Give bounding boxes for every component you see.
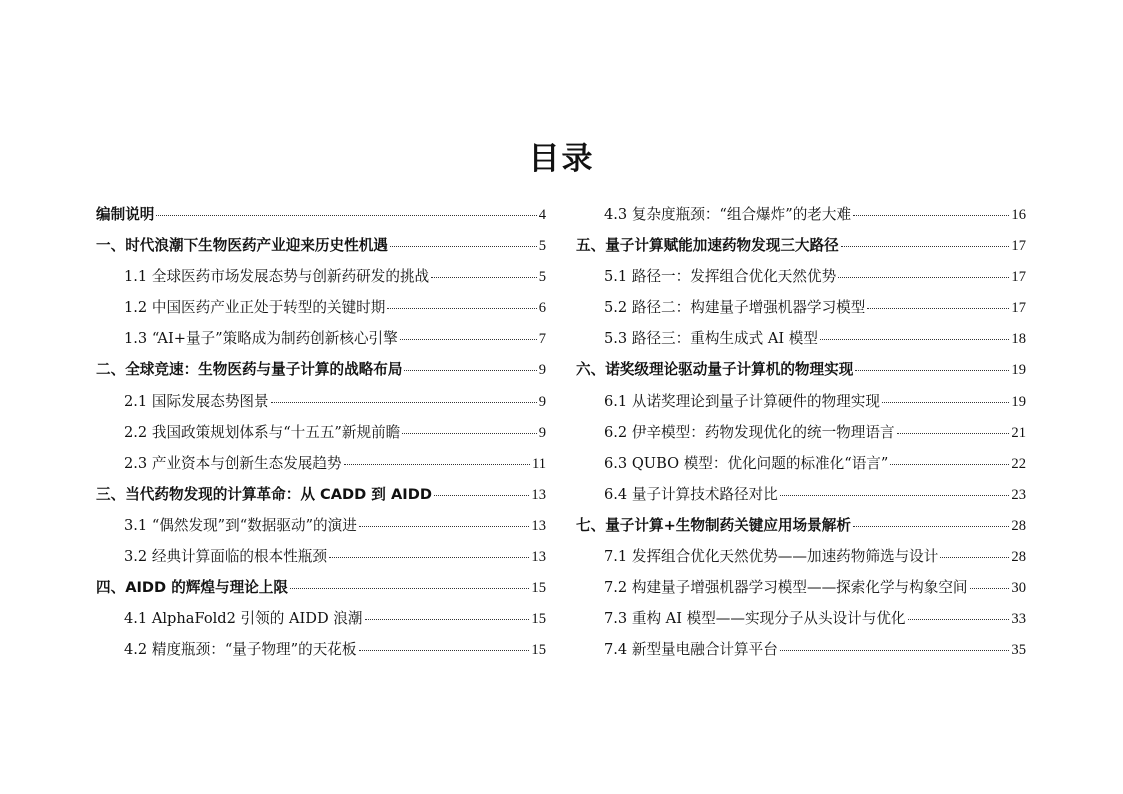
toc-leader-dots <box>890 450 1009 465</box>
toc-entry-label: 编制说明 <box>96 206 155 223</box>
toc-entry-label: 3.2 经典计算面临的根本性瓶颈 <box>124 548 327 566</box>
toc-entry-page-number: 11 <box>531 455 546 472</box>
toc-chapter-entry[interactable] <box>576 354 1026 385</box>
toc-entry-label: 1.2 中国医药产业正处于转型的关键时期 <box>124 299 386 317</box>
toc-entry-label: 六、诺奖级理论驱动量子计算机的物理实现 <box>576 361 854 379</box>
toc-section-entry[interactable] <box>576 417 1026 448</box>
toc-chapter-entry[interactable] <box>96 479 546 510</box>
toc-entry-label: 七、量子计算+生物制药关键应用场景解析 <box>576 516 851 534</box>
toc-entry-label: 5.3 路径三：重构生成式 AI 模型 <box>604 330 818 348</box>
toc-section-entry[interactable] <box>576 292 1026 323</box>
toc-section-entry[interactable] <box>576 323 1026 354</box>
toc-leader-dots <box>841 232 1010 247</box>
toc-leader-dots <box>838 263 1009 278</box>
toc-chapter-entry[interactable] <box>576 230 1026 261</box>
toc-entry-label: 2.1 国际发展态势图景 <box>124 392 269 410</box>
toc-entry-page-number: 19 <box>1011 393 1026 410</box>
toc-entry-page-number: 33 <box>1011 611 1026 628</box>
toc-leader-dots <box>329 543 529 558</box>
toc-leader-dots <box>820 325 1009 340</box>
toc-entry-page-number: 7 <box>538 331 546 348</box>
toc-entry-page-number: 17 <box>1011 300 1026 317</box>
toc-leader-dots <box>387 294 536 309</box>
toc-entry-label: 2.2 我国政策规划体系与“十五五”新规前瞻 <box>124 423 401 441</box>
toc-entry-page-number: 16 <box>1011 207 1026 223</box>
toc-entry-page-number: 28 <box>1011 549 1026 566</box>
toc-section-entry[interactable] <box>576 479 1026 510</box>
toc-section-entry[interactable] <box>576 634 1026 665</box>
toc-leader-dots <box>402 419 536 434</box>
toc-entry-label: 五、量子计算赋能加速药物发现三大路径 <box>576 237 839 255</box>
toc-entry-label: 5.2 路径二：构建量子增强机器学习模型 <box>604 299 866 317</box>
toc-entry-label: 三、当代药物发现的计算革命：从 CADD 到 AIDD <box>96 485 432 503</box>
toc-leader-dots <box>156 201 536 216</box>
toc-entry-label: 4.1 AlphaFold2 引领的 AIDD 浪潮 <box>124 610 363 628</box>
toc-leader-dots <box>882 388 1009 403</box>
toc-chapter-entry[interactable] <box>96 354 546 385</box>
toc-section-entry[interactable] <box>96 417 546 448</box>
toc-leader-dots <box>970 574 1010 589</box>
toc-entry-label: 6.1 从诺奖理论到量子计算硬件的物理实现 <box>604 392 880 410</box>
toc-section-entry[interactable] <box>96 634 546 665</box>
toc-section-entry[interactable] <box>576 603 1026 634</box>
toc-entry-label: 一、时代浪潮下生物医药产业迎来历史性机遇 <box>96 237 388 255</box>
toc-entry-label: 7.1 发挥组合优化天然优势——加速药物筛选与设计 <box>604 548 939 566</box>
toc-leader-dots <box>853 512 1009 527</box>
toc-entry-label: 四、AIDD 的辉煌与理论上限 <box>96 579 288 597</box>
toc-entry-label: 二、全球竞速：生物医药与量子计算的战略布局 <box>96 361 403 379</box>
toc-section-entry[interactable] <box>96 261 546 292</box>
toc-entry-page-number: 19 <box>1011 362 1026 379</box>
toc-leader-dots <box>867 294 1009 309</box>
toc-entry-page-number: 13 <box>531 549 546 566</box>
toc-entry-label: 4.2 精度瓶颈：“量子物理”的天花板 <box>124 641 357 659</box>
toc-leader-dots <box>400 325 537 340</box>
toc-entry-page-number: 5 <box>538 269 546 286</box>
toc-entry-page-number: 30 <box>1011 580 1026 597</box>
toc-entry-page-number: 17 <box>1011 238 1026 255</box>
toc-leader-dots <box>359 636 530 651</box>
toc-leader-dots <box>780 481 1010 496</box>
toc-entry-page-number: 4 <box>538 207 546 223</box>
toc-leader-dots <box>434 481 529 496</box>
toc-entry-label: 4.3 复杂度瓶颈：“组合爆炸”的老大难 <box>604 206 852 223</box>
toc-chapter-entry[interactable] <box>96 572 546 603</box>
toc-entry-label: 2.3 产业资本与创新生态发展趋势 <box>124 454 342 472</box>
toc-entry-label: 6.4 量子计算技术路径对比 <box>604 485 778 503</box>
toc-leader-dots <box>855 356 1009 371</box>
toc-entry-page-number: 6 <box>538 300 546 317</box>
toc-section-entry[interactable] <box>96 292 546 323</box>
toc-entry-page-number: 15 <box>531 642 546 659</box>
toc-column-left <box>96 199 546 665</box>
toc-entry-label: 1.3 “AI+量子”策略成为制药创新核心引擎 <box>124 330 398 348</box>
toc-leader-dots <box>780 636 1010 651</box>
toc-entry-label: 7.4 新型量电融合计算平台 <box>604 641 778 659</box>
toc-entry-label: 3.1 “偶然发现”到“数据驱动”的演进 <box>124 516 357 534</box>
toc-entry-page-number: 13 <box>531 517 546 534</box>
toc-leader-dots <box>431 263 537 278</box>
toc-section-entry[interactable] <box>96 323 546 354</box>
toc-entry-page-number: 23 <box>1011 486 1026 503</box>
toc-section-entry[interactable] <box>96 448 546 479</box>
toc-column-right <box>576 199 1026 665</box>
toc-section-entry[interactable] <box>576 199 1026 230</box>
toc-leader-dots <box>359 512 530 527</box>
toc-leader-dots <box>365 605 530 620</box>
toc-entry-label: 6.2 伊辛模型：药物发现优化的统一物理语言 <box>604 423 895 441</box>
toc-entry-page-number: 22 <box>1011 455 1026 472</box>
toc-entry-page-number: 15 <box>531 580 546 597</box>
toc-entry-page-number: 28 <box>1011 517 1026 534</box>
toc-section-entry[interactable] <box>576 261 1026 292</box>
toc-section-entry[interactable] <box>96 386 546 417</box>
toc-section-entry[interactable] <box>96 541 546 572</box>
toc-leader-dots <box>853 201 1009 216</box>
toc-leader-dots <box>940 543 1009 558</box>
toc-entry-page-number: 13 <box>531 486 546 503</box>
toc-section-entry[interactable] <box>576 448 1026 479</box>
toc-chapter-entry[interactable] <box>576 510 1026 541</box>
toc-leader-dots <box>344 450 530 465</box>
toc-leader-dots <box>908 605 1010 620</box>
toc-entry-label: 6.3 QUBO 模型：优化问题的标准化“语言” <box>604 454 889 472</box>
toc-chapter-entry[interactable] <box>96 230 546 261</box>
toc-entry-label: 5.1 路径一：发挥组合优化天然优势 <box>604 268 837 286</box>
toc-leader-dots <box>404 356 536 371</box>
toc-entry-page-number: 5 <box>538 238 546 255</box>
toc-section-entry[interactable] <box>576 572 1026 603</box>
toc-section-entry[interactable] <box>96 603 546 634</box>
toc-entry-label: 1.1 全球医药市场发展态势与创新药研发的挑战 <box>124 268 430 286</box>
toc-section-entry[interactable] <box>576 541 1026 572</box>
toc-entry-page-number: 21 <box>1011 424 1026 441</box>
toc-section-entry[interactable] <box>96 510 546 541</box>
toc-leader-dots <box>271 388 537 403</box>
toc-entry-label: 7.2 构建量子增强机器学习模型——探索化学与构象空间 <box>604 579 968 597</box>
toc-leader-dots <box>897 419 1010 434</box>
toc-entry-page-number: 15 <box>531 611 546 628</box>
toc-chapter-entry[interactable] <box>96 199 546 230</box>
toc-leader-dots <box>390 232 537 247</box>
toc-entry-page-number: 9 <box>538 362 546 379</box>
toc-leader-dots <box>290 574 529 589</box>
toc-section-entry[interactable] <box>576 386 1026 417</box>
toc-entry-page-number: 9 <box>538 393 546 410</box>
toc-entry-page-number: 9 <box>538 424 546 441</box>
toc-entry-page-number: 18 <box>1011 331 1026 348</box>
toc-entry-label: 7.3 重构 AI 模型——实现分子从头设计与优化 <box>604 610 906 628</box>
page-title: 目录 <box>528 141 595 177</box>
toc-entry-page-number: 17 <box>1011 269 1026 286</box>
toc-entry-page-number: 35 <box>1011 642 1026 659</box>
